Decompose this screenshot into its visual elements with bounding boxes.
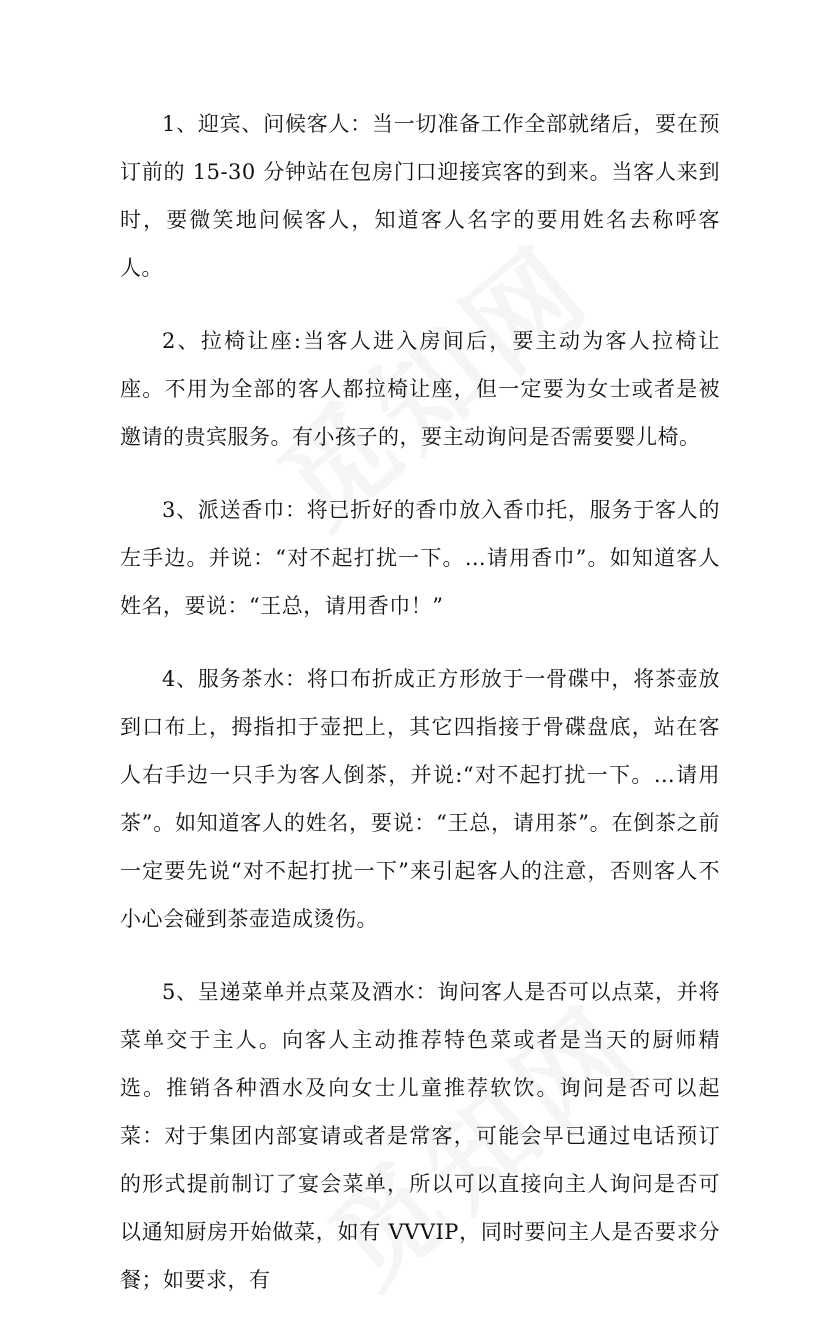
paragraph-seating: 2、拉椅让座:当客人进入房间后，要主动为客人拉椅让座。不用为全部的客人都拉椅让座，但一定要为女士或者是被邀请的贵宾服务。有小孩子的，要主动询问是否需要婴儿椅。: [120, 329, 720, 449]
paragraph-menu: 5、呈递菜单并点菜及酒水：询问客人是否可以点菜，并将菜单交于主人。向客人主动推荐特色菜或者是当天的厨师精选。推销各种酒水及向女士儿童推荐软饮。询问是否可以起菜：对于集团内部宴请或者是常客，可能会早已通过电话预订的形式提前制订了宴会菜单，所以可以直接向主人询问是否可以通知厨房开始做菜，如有 VVVIP，同时要问主人是否要求分餐；如要求，有: [120, 980, 720, 1292]
document-body: [120, 100, 720, 1329]
paragraph-greeting: 1、迎宾、问候客人：当一切准备工作全部就绪后，要在预订前的 15-30 分钟站在包房门口迎接宾客的到来。当客人来到时，要微笑地问候客人，知道客人名字的要用姓名去称呼客人。: [120, 112, 720, 280]
paragraph-tea: 4、服务茶水：将口布折成正方形放于一骨碟中，将茶壶放到口布上，拇指扣于壶把上，其它四指接于骨碟盘底，站在客人右手边一只手为客人倒茶，并说:“对不起打扰一下。…请用茶”。如知道客人的姓名，要说：“王总，请用茶”。在倒茶之前一定要先说“对不起打扰一下”来引起客人的注意，否则客人不小心会碰到茶壶造成烫伤。: [120, 667, 720, 931]
paragraph-towel: 3、派送香巾：将已折好的香巾放入香巾托，服务于客人的左手边。并说：“对不起打扰一下。…请用香巾”。如知道客人姓名，要说：“王总，请用香巾！”: [120, 498, 720, 618]
